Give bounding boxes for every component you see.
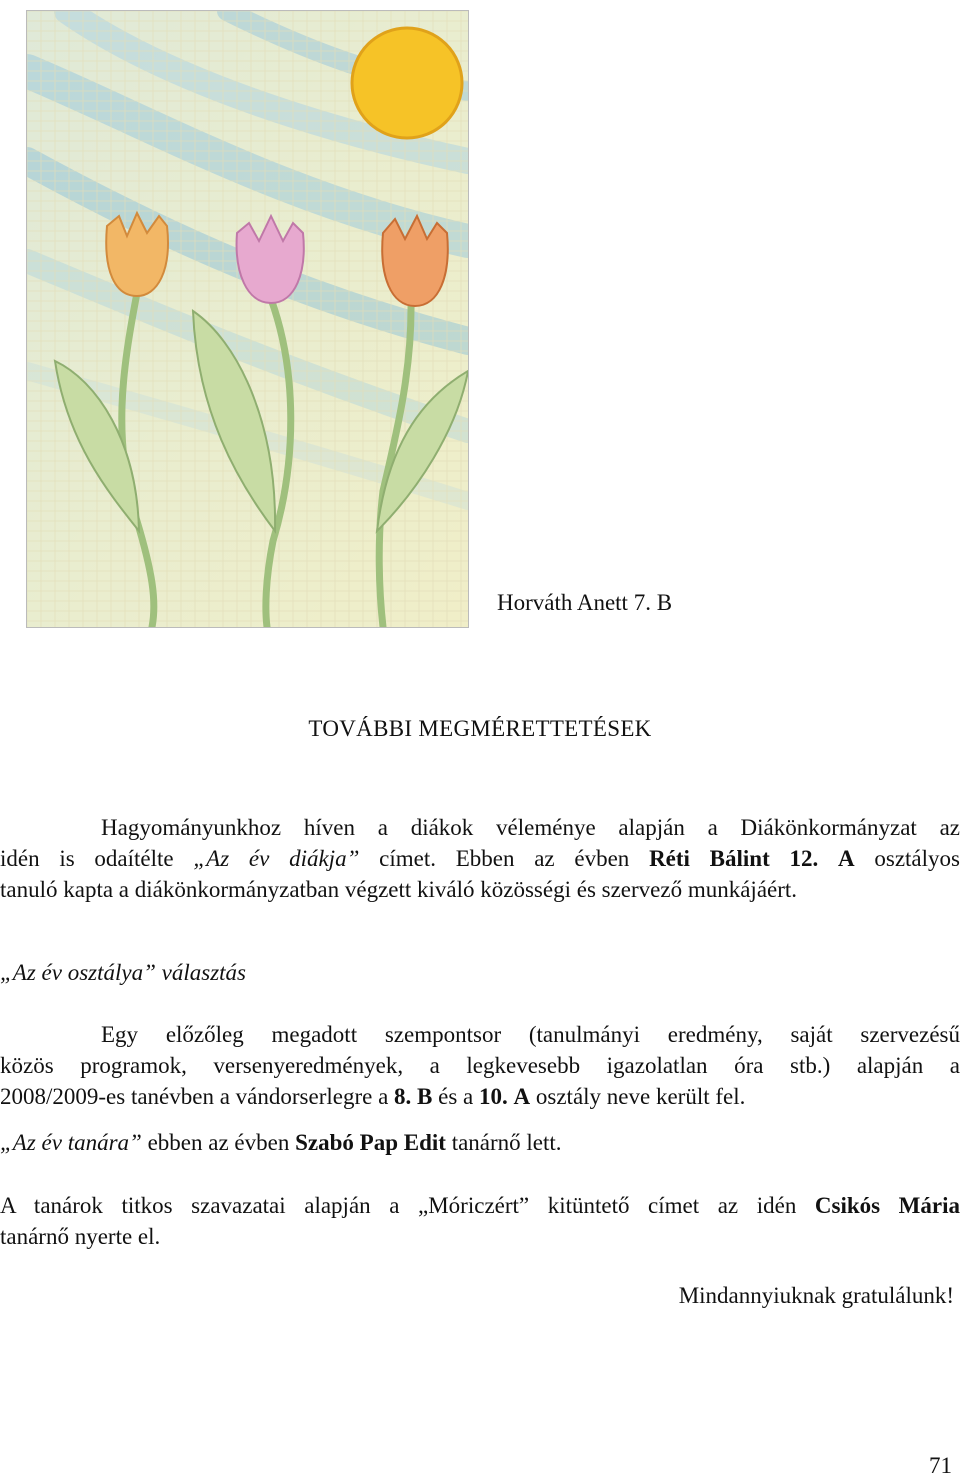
page-number: 71 bbox=[929, 1453, 952, 1478]
text: közös programok, versenyeredmények, a legkevesebb igazolatlan óra stb.) alapján a bbox=[0, 1053, 960, 1078]
paragraph-line bbox=[0, 843, 960, 874]
text: osztályos bbox=[854, 846, 960, 871]
paragraph-line bbox=[0, 1050, 960, 1081]
text: 2008/2009-es tanévben a vándorserlegre a bbox=[0, 1084, 395, 1109]
text bbox=[818, 846, 838, 871]
sun-shape bbox=[352, 28, 462, 138]
tulip-drawing-image bbox=[26, 10, 469, 628]
text: osztály neve került fel. bbox=[530, 1084, 746, 1109]
paragraph-line bbox=[0, 874, 960, 905]
class-of-year-title bbox=[0, 957, 960, 988]
text: címet. Ebben az évben bbox=[359, 846, 650, 871]
award-title: „Az év tanára” bbox=[0, 1130, 142, 1155]
text: ebben az évben bbox=[141, 1130, 296, 1155]
tulip-drawing-svg bbox=[27, 11, 468, 627]
paragraph-class-award bbox=[0, 1019, 960, 1112]
paragraph-line bbox=[0, 1019, 960, 1050]
award-title: „Az év diákja” bbox=[193, 846, 360, 871]
student-name: Réti Bálint 12. bbox=[649, 846, 819, 871]
drawing-caption: Horváth Anett 7. B bbox=[497, 590, 673, 615]
class-name: 8. B bbox=[394, 1084, 433, 1109]
text: Hagyományunkhoz híven a diákok véleménye alapján a Diákönkormányzat az bbox=[101, 815, 960, 840]
paragraph-line bbox=[0, 1081, 960, 1112]
class-name: 10. bbox=[479, 1084, 508, 1109]
paragraph-line bbox=[0, 1221, 960, 1252]
text: és a bbox=[432, 1084, 480, 1109]
subheading: „Az év osztálya” választás bbox=[0, 960, 246, 985]
teacher-name: Csikós Mária bbox=[814, 1193, 960, 1218]
teacher-name: Szabó Pap Edit bbox=[295, 1130, 446, 1155]
paragraph-line bbox=[0, 812, 960, 843]
text: tanuló kapta a diákönkormányzatban végzett kiváló közösségi és szervező munkájáért. bbox=[0, 877, 798, 902]
class-letter: A bbox=[513, 1084, 531, 1109]
text: idén is odaítélte bbox=[0, 846, 194, 871]
paragraph-student-award bbox=[0, 812, 960, 905]
paragraph-teacher-award bbox=[0, 1127, 960, 1158]
text: tanárnő nyerte el. bbox=[0, 1224, 161, 1249]
paragraph-line bbox=[0, 1190, 960, 1221]
text: A tanárok titkos szavazatai alapján a „Móriczért” kitüntető címet az idén bbox=[0, 1193, 815, 1218]
closing-line: Mindannyiuknak gratulálunk! bbox=[678, 1283, 954, 1308]
class-letter: A bbox=[838, 846, 855, 871]
paragraph-moriczert-award bbox=[0, 1190, 960, 1252]
section-heading: TOVÁBBI MEGMÉRETTETÉSEK bbox=[308, 716, 652, 741]
text: Egy előzőleg megadott szempontsor (tanulmányi eredmény, saját szervezésű bbox=[101, 1022, 960, 1047]
text: tanárnő lett. bbox=[445, 1130, 562, 1155]
